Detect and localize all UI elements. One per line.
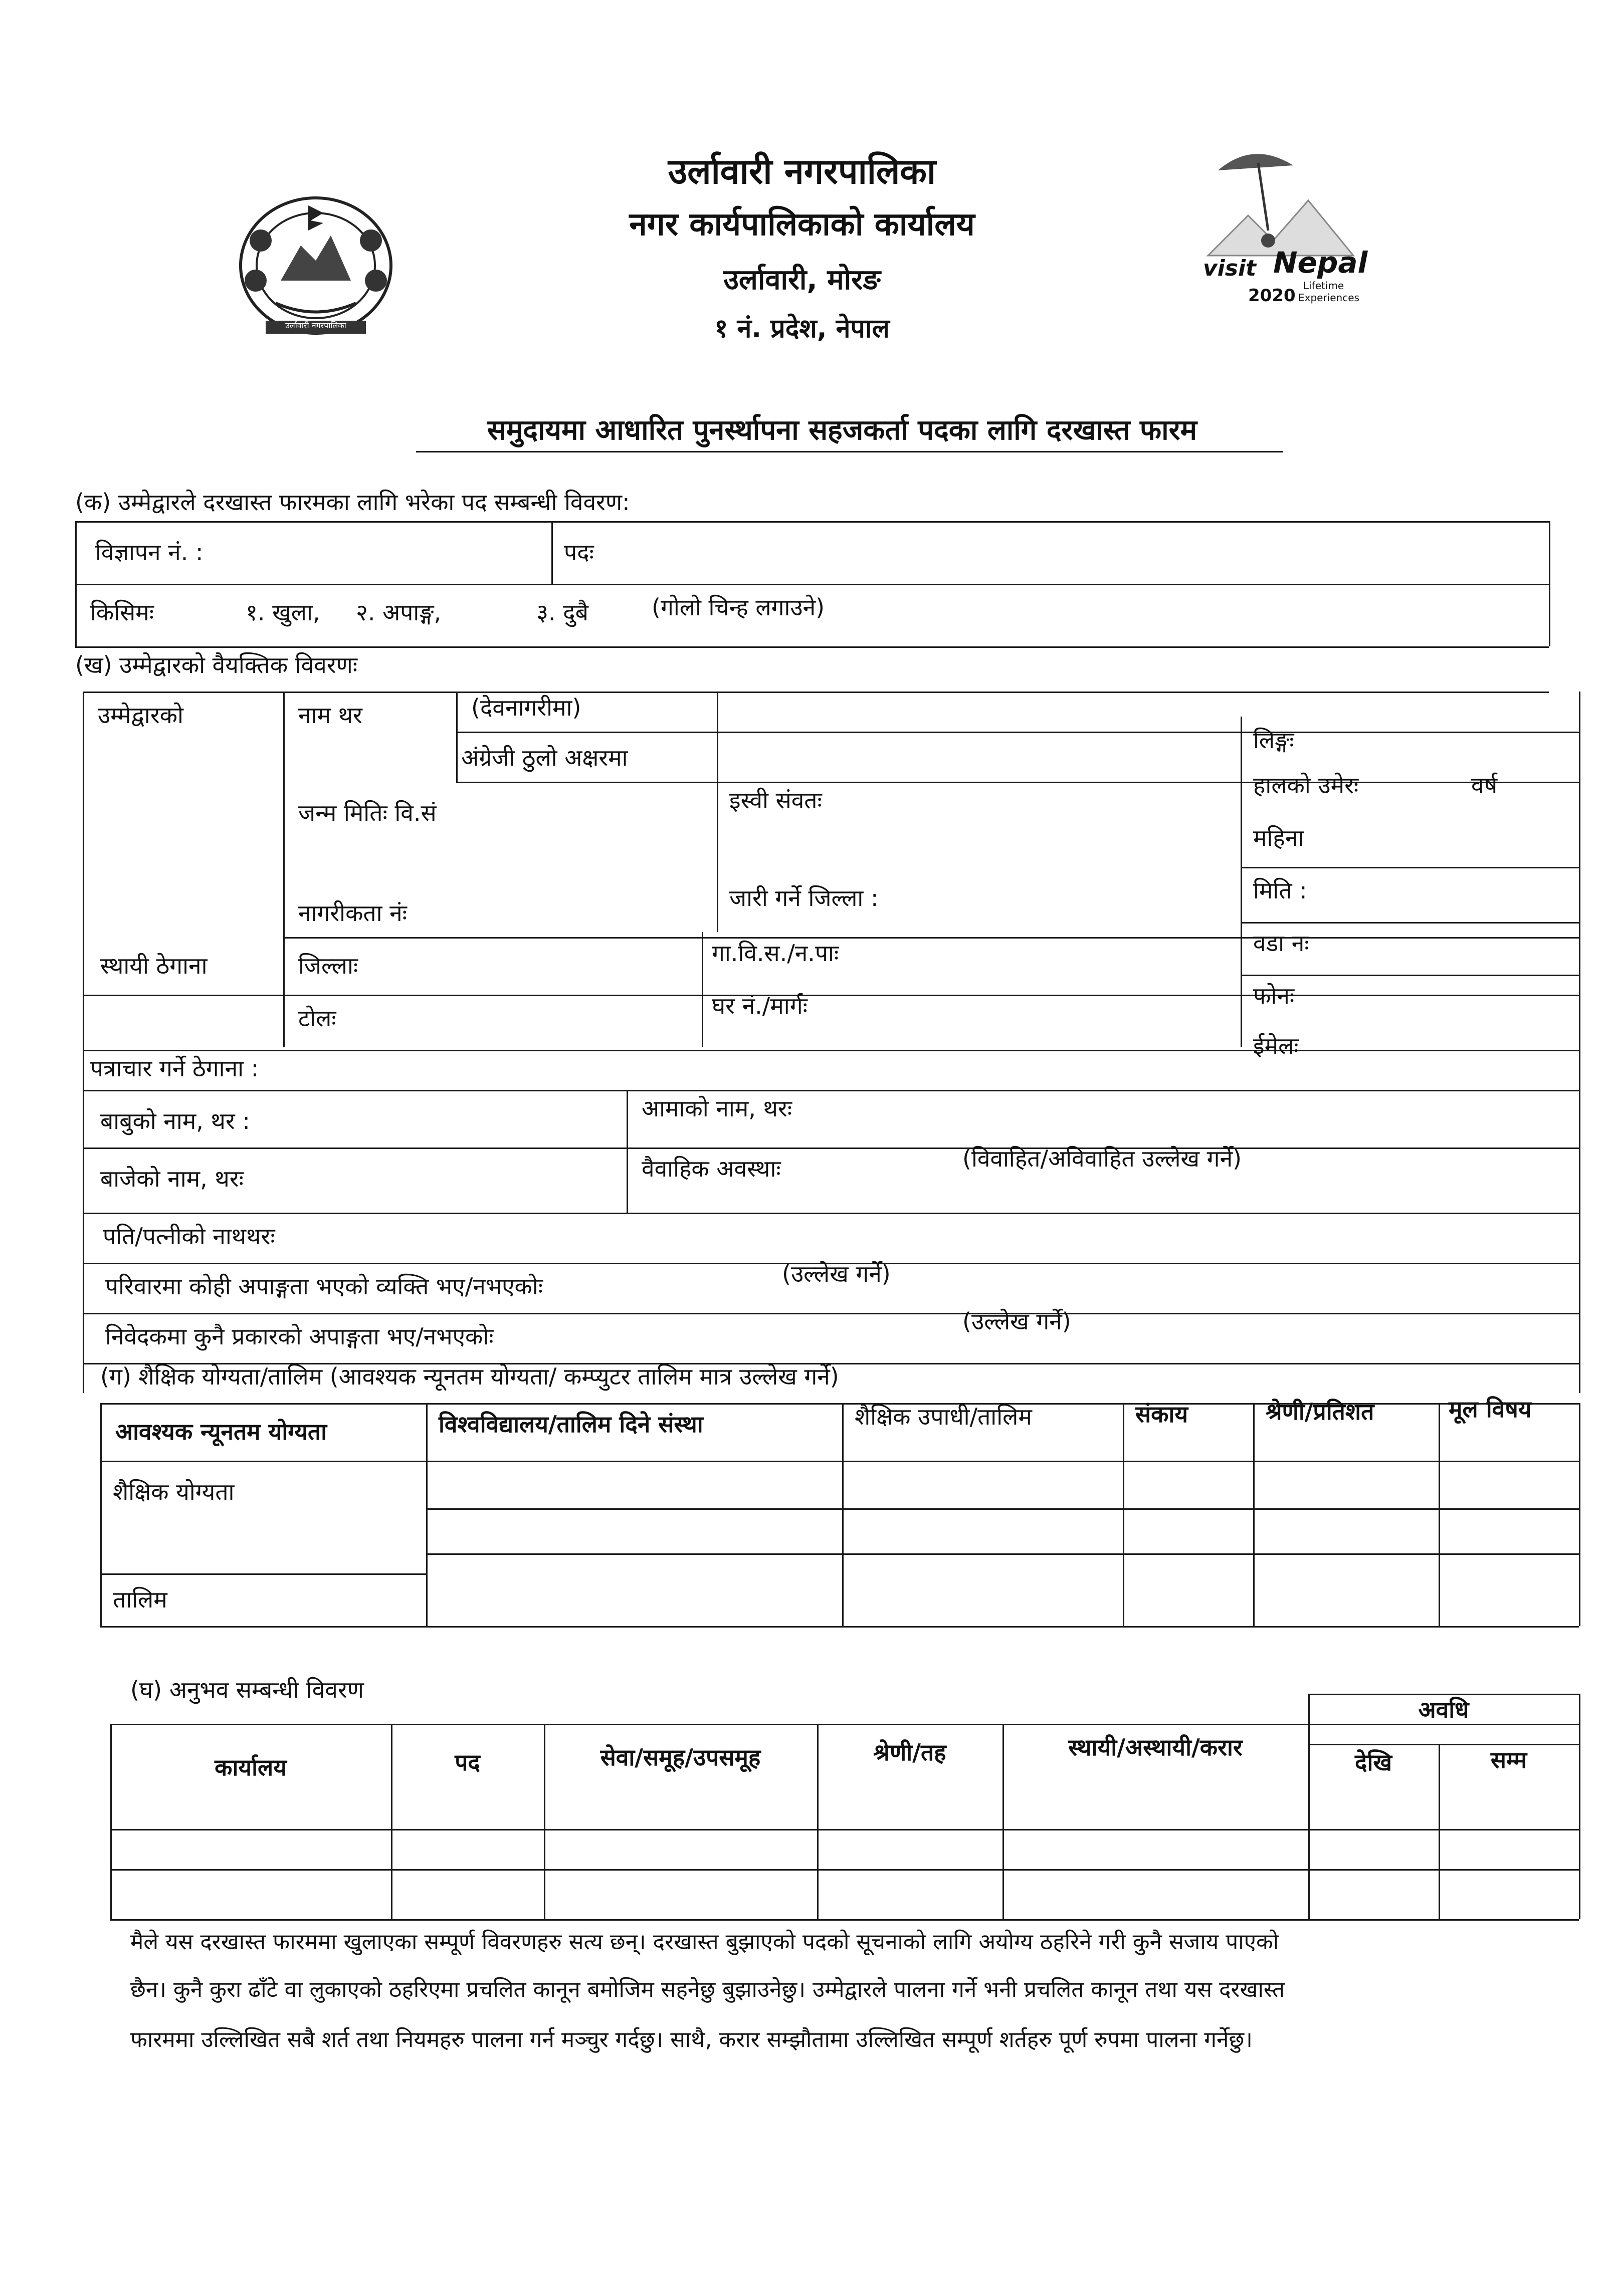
rule xyxy=(1579,1694,1580,1919)
rule xyxy=(1241,975,1579,976)
name-label: नाम थर xyxy=(298,702,362,729)
experiences-text: Experiences xyxy=(1298,292,1359,304)
edu-col-qualification: आवश्यक न्यूनतम योग्यता xyxy=(115,1418,327,1445)
rule xyxy=(1579,692,1580,1393)
rule xyxy=(1308,1694,1310,1919)
rule xyxy=(110,1724,112,1919)
applicant-disability-mention: (उल्लेख गर्ने) xyxy=(962,1308,1071,1335)
rule xyxy=(1123,1403,1124,1626)
year-text: 2020 xyxy=(1248,286,1296,306)
date-label: मिति : xyxy=(1253,877,1307,904)
rule xyxy=(1241,867,1579,868)
rule xyxy=(83,1050,1579,1051)
rule xyxy=(110,1829,1579,1830)
header-municipality: उर्लावारी नगरपालिका xyxy=(668,151,936,192)
exp-col-duration: अवधि xyxy=(1418,1696,1469,1723)
rule xyxy=(100,1403,102,1626)
rule xyxy=(283,692,285,1047)
rule xyxy=(717,692,718,932)
exp-col-level: श्रेणी/तह xyxy=(873,1739,946,1766)
type-label: किसिमः xyxy=(90,599,154,626)
rule xyxy=(100,1461,1579,1462)
rule xyxy=(83,692,1549,693)
father-label: बाबुको नाम, थर : xyxy=(100,1107,250,1134)
rule xyxy=(842,1403,844,1626)
type-option-open[interactable]: १. खुला, xyxy=(246,599,320,626)
rule xyxy=(1549,521,1550,646)
age-month-label: महिना xyxy=(1253,824,1304,851)
rule xyxy=(75,646,1549,648)
rule xyxy=(75,521,1549,523)
declaration-line-1: मैले यस दरखास्त फारममा खुलाएका सम्पूर्ण विवरणहरु सत्य छन्। दरखास्त बुझाएको पदको सूचनाको लागि अयोग्य ठहरिने गरी कुनै सजाय पाएको xyxy=(130,1929,1279,1955)
header-province: १ नं. प्रदेश, नेपाल xyxy=(714,314,890,344)
gender-label: लिङ्गः xyxy=(1253,727,1294,754)
rule xyxy=(83,1090,1579,1091)
rule xyxy=(75,584,1549,585)
applicant-disability-label: निवेदकमा कुनै प्रकारको अपाङ्गता भए/नभएकोः xyxy=(105,1323,494,1350)
rule xyxy=(110,1869,1579,1871)
type-option-both[interactable]: ३. दुबै xyxy=(536,599,588,626)
header-office: नगर कार्यपालिकाको कार्यालय xyxy=(629,206,975,243)
exp-col-status: स्थायी/अस्थायी/करार xyxy=(1068,1734,1243,1761)
rule xyxy=(1241,717,1242,1047)
rule xyxy=(456,732,1579,733)
house-label: घर नं./मार्गः xyxy=(712,992,808,1019)
rule xyxy=(100,1626,1579,1628)
rule xyxy=(83,1313,1579,1314)
exp-col-service: सेवा/समूह/उपसमूह xyxy=(600,1744,761,1771)
declaration-line-3: फारममा उल्लिखित सबै शर्त तथा नियमहरु पालना गर्न मञ्चुर गर्दछु। साथै, करार सम्झौतामा उल्लिखित सम्पूर्ण शर्तहरु पूर्ण रुपमा पालना गर्नेछु। xyxy=(130,2027,1253,2052)
rule xyxy=(551,521,553,584)
edu-row-training: तालिम xyxy=(113,1586,167,1613)
form-title: समुदायमा आधारित पुनर्स्थापना सहजकर्ता पदका लागि दरखास्त फारम xyxy=(487,414,1197,446)
vdc-label: गा.वि.स./न.पाः xyxy=(712,940,839,967)
email-label: ईमेलः xyxy=(1253,1032,1299,1059)
rule xyxy=(1241,922,1579,924)
rule xyxy=(426,1508,1579,1510)
english-label: अंग्रेजी ठुलो अक्षरमा xyxy=(461,744,628,771)
type-note: (गोलो चिन्ह लगाउने) xyxy=(652,594,825,621)
family-disability-mention: (उल्लेख गर्ने) xyxy=(782,1260,891,1287)
postal-address-label: पत्राचार गर्ने ठेगाना : xyxy=(90,1055,259,1082)
phone-label: फोनः xyxy=(1253,982,1295,1009)
header-address: उर्लावारी, मोरङ xyxy=(723,264,881,296)
title-underline xyxy=(416,451,1283,452)
edu-col-faculty: संकाय xyxy=(1135,1401,1188,1428)
edu-row-academic: शैक्षिक योग्यता xyxy=(113,1478,235,1505)
grandfather-label: बाजेको नाम, थरः xyxy=(100,1165,244,1192)
declaration-line-2: छैन। कुनै कुरा ढाँटे वा लुकाएको ठहरिएमा प्रचलित कानून बमोजिम सहनेछु बुझाउनेछु। उम्मेद्वारले पालना गर्ने भनी प्रचलित कानून तथा यस दरखास्त xyxy=(130,1977,1285,2002)
exp-col-office: कार्यालय xyxy=(215,1754,287,1781)
section-kha-heading: (ख) उम्मेद्वारको वैयक्तिक विवरणः xyxy=(75,651,358,678)
section-gha-heading: (घ) अनुभव सम्बन्धी विवरण xyxy=(130,1676,364,1703)
rule xyxy=(426,1403,428,1626)
dob-bs-label: जन्म मितिः वि.सं xyxy=(298,799,437,826)
rule xyxy=(1253,1403,1255,1626)
exp-col-from: देखि xyxy=(1355,1749,1392,1776)
rule xyxy=(426,1553,1579,1555)
ward-label: वडा नः xyxy=(1253,930,1309,957)
rule xyxy=(110,1724,1579,1725)
spouse-label: पति/पत्नीको नाथथरः xyxy=(103,1223,275,1250)
exp-col-post: पद xyxy=(455,1749,480,1776)
rule xyxy=(1579,1403,1580,1626)
rule xyxy=(83,692,84,1393)
edu-col-division: श्रेणी/प्रतिशत xyxy=(1266,1398,1374,1425)
exp-col-to: सम्म xyxy=(1490,1746,1527,1773)
type-option-disabled[interactable]: २. अपाङ्ग, xyxy=(356,599,442,626)
rule xyxy=(627,1090,628,1213)
rule xyxy=(283,937,1579,939)
district-label: जिल्लाः xyxy=(298,952,358,979)
rule xyxy=(456,692,458,782)
marital-note: (विवाहित/अविवाहित उल्लेख गर्ने) xyxy=(962,1145,1242,1172)
emblem-caption: उर्लावारी नगरपालिका xyxy=(285,321,346,330)
family-disability-label: परिवारमा कोही अपाङ्गता भएको व्यक्ति भए/नभएकोः xyxy=(105,1273,543,1300)
lifetime-text: Lifetime xyxy=(1303,280,1344,292)
post-label: पदः xyxy=(564,539,594,566)
rule xyxy=(83,1147,1579,1149)
section-ga-heading: (ग) शैक्षिक योग्यता/तालिम (आवश्यक न्यूनतम योग्यता/ कम्प्युटर तालिम मात्र उल्लेख गर्ने) xyxy=(100,1363,839,1390)
advert-no-label: विज्ञापन नं. : xyxy=(95,539,204,566)
age-label: हालको उमेरः xyxy=(1253,772,1359,799)
tole-label: टोलः xyxy=(298,1005,336,1032)
rule xyxy=(1308,1744,1579,1745)
marital-label: वैवाहिक अवस्थाः xyxy=(642,1155,781,1182)
citizenship-label: नागरीकता नंः xyxy=(298,899,407,927)
mother-label: आमाको नाम, थरः xyxy=(642,1095,792,1122)
government-emblem xyxy=(221,185,411,351)
edu-col-major: मूल विषय xyxy=(1449,1396,1532,1423)
rule xyxy=(456,782,1579,783)
rule xyxy=(702,932,703,1047)
edu-col-institution: विश्वविद्यालय/तालिम दिने संस्था xyxy=(439,1411,703,1438)
issue-district-label: जारी गर्ने जिल्ला : xyxy=(729,884,879,911)
rule xyxy=(1308,1694,1579,1695)
section-ka-heading: (क) उम्मेद्वारले दरखास्त फारमका लागि भरेका पद सम्बन्धी विवरण: xyxy=(75,489,630,516)
rule xyxy=(110,1919,1579,1921)
visit-nepal-logo xyxy=(1188,140,1398,321)
candidate-label: उम्मेद्वारको xyxy=(98,702,183,729)
rule xyxy=(1439,1403,1440,1626)
rule xyxy=(83,995,1579,996)
rule xyxy=(100,1573,426,1575)
dob-ad-label: इस्वी संवतः xyxy=(729,787,822,814)
permanent-address-label: स्थायी ठेगाना xyxy=(100,952,208,979)
age-year-label: वर्ष xyxy=(1471,772,1498,799)
nepal-text: Nepal xyxy=(1273,246,1368,280)
edu-col-degree: शैक्षिक उपाधी/तालिम xyxy=(855,1403,1032,1430)
rule xyxy=(83,1213,1579,1214)
devanagari-label: (देवनागरीमा) xyxy=(471,694,581,721)
visit-text: visit xyxy=(1203,256,1257,281)
